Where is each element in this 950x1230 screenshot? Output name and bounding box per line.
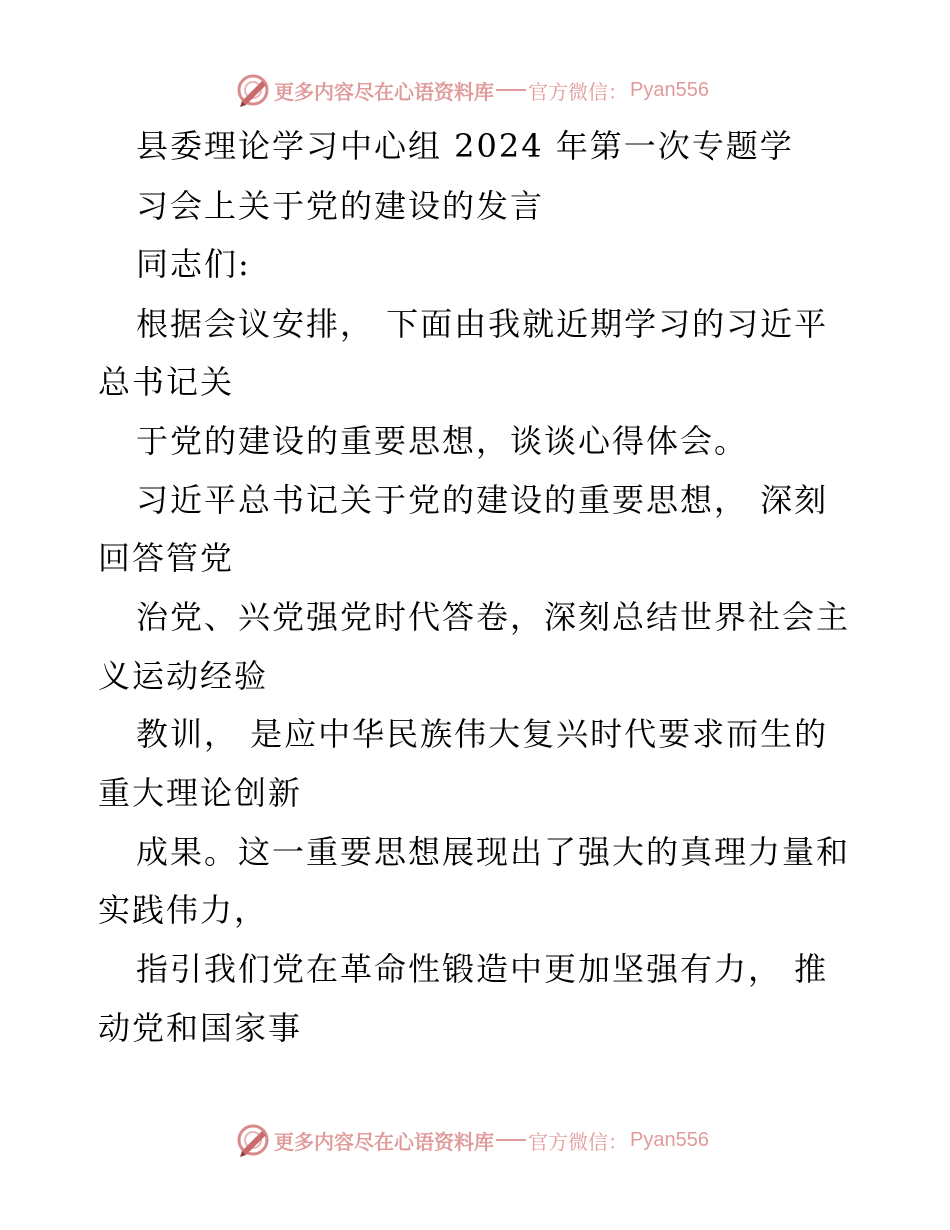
watermark-id-text: Pyan556 <box>630 1128 709 1151</box>
body-line: 成果。这一重要思想展现出了强大的真理力量和 <box>136 833 851 871</box>
document-title-line-2: 习会上关于党的建设的发言 <box>136 187 545 225</box>
pen-logo-icon <box>236 1123 270 1157</box>
body-line: 指引我们党在革命性锻造中更加坚强有力， 推 <box>136 950 829 988</box>
watermark-main-text: 更多内容尽在心语资料库 <box>274 79 494 104</box>
body-line: 教训， 是应中华民族伟大复兴时代要求而生的 <box>136 715 829 753</box>
body-line: 总书记关 <box>98 363 235 401</box>
pen-logo-icon <box>236 73 270 107</box>
body-line: 实践伟力， <box>98 891 269 929</box>
watermark-main-text: 更多内容尽在心语资料库 <box>274 1129 494 1154</box>
watermark-dash <box>496 1139 526 1141</box>
body-line: 动党和国家事 <box>98 1009 303 1047</box>
body-line: 于党的建设的重要思想，谈谈心得体会。 <box>136 422 749 460</box>
greeting: 同志们: <box>136 245 251 283</box>
body-line: 根据会议安排， 下面由我就近期学习的习近平 <box>136 305 829 343</box>
footer-watermark <box>236 1122 709 1158</box>
watermark-sub-text: 官方微信： <box>528 1129 628 1154</box>
document-title-line-1: 县委理论学习中心组 2024 年第一次专题学 <box>136 127 794 165</box>
header-watermark <box>236 72 709 108</box>
body-line: 治党、兴党强党时代答卷，深刻总结世界社会主 <box>136 598 851 636</box>
body-line: 回答管党 <box>98 539 235 577</box>
body-line: 义运动经验 <box>98 657 269 695</box>
body-line: 习近平总书记关于党的建设的重要思想， 深刻 <box>136 481 829 519</box>
watermark-sub-text: 官方微信： <box>528 79 628 104</box>
body-line: 重大理论创新 <box>98 774 303 812</box>
watermark-dash <box>496 89 526 91</box>
watermark-id-text: Pyan556 <box>630 78 709 101</box>
